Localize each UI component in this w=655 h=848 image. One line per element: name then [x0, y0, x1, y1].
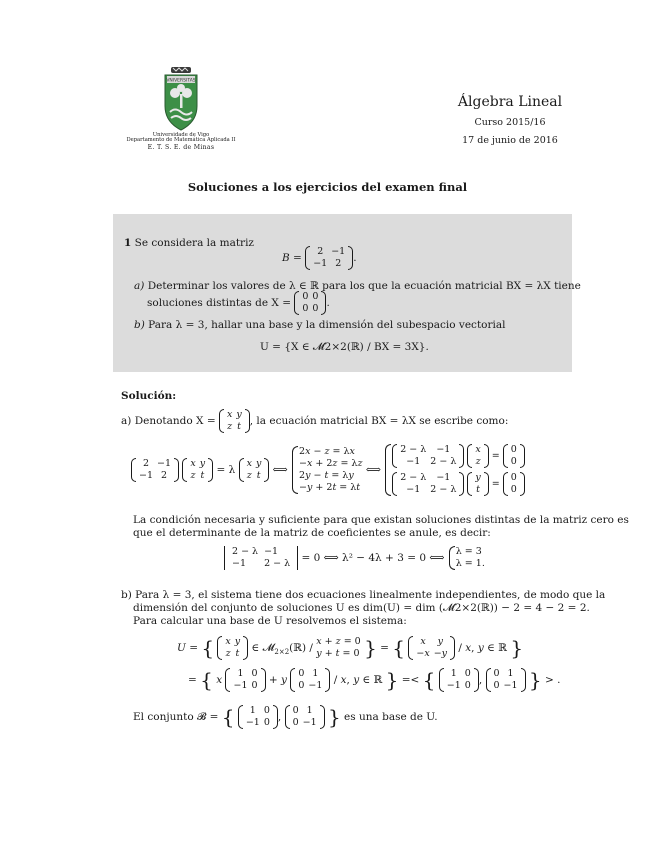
part-b-text: Para λ = 3, hallar una base y la dimensión del subespacio vectorial [148, 319, 506, 331]
determinant: 2 − λ −1 −1 2 − λ [224, 546, 298, 570]
char-eq-text: = 0 ⟺ λ² − 4λ + 3 = 0 ⟺ [301, 552, 445, 564]
problem-number: 1 [124, 237, 132, 249]
school-name: E. T. S. E. de Minas [147, 143, 215, 151]
condition-line-2: que el determinante de la matriz de coeficientes se anule, es decir: [133, 527, 491, 539]
characteristic-equation [224, 546, 485, 570]
part-b-statement [134, 319, 505, 331]
matrix-x-eq-left: x y z t [182, 458, 213, 482]
part-b-label: b) [134, 319, 145, 331]
subspace-solve-line-2: = { x 1 0 −1 0 + y 0 1 0 −1 / x, y ∈ ℝ } =< { 1 0 −1 0 , 0 1 0 −1 } > . [188, 668, 561, 692]
solution-a-intro [121, 409, 508, 433]
linear-system: 2x − z = λx −x + 2z = λz 2y − t = λy −y + 2t = λt [291, 446, 362, 494]
solution-b-line-2: dimensión del conjunto de soluciones U es dim(U) = dim (𝓜2×2(ℝ)) − 2 = 4 − 2 = 2. [133, 602, 590, 614]
problem-intro-text: Se considera la matriz [134, 237, 254, 249]
institution-block [110, 133, 252, 151]
root-2: λ = 1. [455, 558, 485, 569]
part-a-text: Determinar los valores de λ ∈ ℝ para los que la ecuación matricial BX = λX tiene [147, 280, 581, 292]
basis-suffix: es una base de U. [344, 711, 438, 723]
root-1: λ = 3 [455, 546, 482, 557]
course-title: Álgebra Lineal [457, 94, 563, 110]
university-logo [162, 66, 200, 132]
matrix-b: 2 −1 −1 2 [305, 246, 353, 270]
course-year: Curso 2015/16 [474, 117, 546, 128]
subspace-definition: U = {X ∈ 𝓜2×2(ℝ) / BX = 3X}. [260, 341, 429, 353]
basis-prefix: El conjunto 𝓑 = [133, 711, 219, 723]
part-a-label: a) [134, 280, 145, 292]
university-name: Universidade de Vigo [152, 132, 210, 138]
exam-date: 17 de junio de 2016 [462, 135, 558, 146]
solution-a-intro-2: , la ecuación matricial BX = λX se escribe como: [249, 415, 509, 427]
roots [448, 546, 485, 570]
zero-matrix: 0 0 0 0 [294, 291, 326, 315]
split-systems: 2 − λ −1 −1 2 − λ x z = 0 0 2 − λ −1 −1 2 − λ y t = 0 0 [384, 444, 525, 496]
solution-heading: Solución: [121, 390, 177, 402]
document-title: Soluciones a los ejercicios del examen final [187, 180, 468, 194]
matrix-b-definition: B = 2 −1 −1 2 . [282, 246, 357, 269]
part-a-statement-cont: soluciones distintas de X = 0 0 0 0 . [147, 291, 330, 314]
condition-line-1: La condición necesaria y suficiente para que existan soluciones distintas de la matriz cero es [133, 514, 629, 526]
department-name: Departamento de Matemática Aplicada II [126, 137, 236, 144]
svg-text:VNIVERSITAS: VNIVERSITAS [166, 78, 196, 84]
course-block [450, 94, 570, 146]
basis-statement: El conjunto 𝓑 = { 1 0 −1 0 , 0 1 0 −1 } es una base de U. [133, 705, 438, 729]
part-a-text2: soluciones distintas de X = [147, 297, 291, 309]
matrix-b-eq: 2 −1 −1 2 [131, 458, 179, 482]
solution-a-intro-1: a) Denotando X = [121, 415, 216, 427]
subspace-solve-line-1: U = { x y z t ∈ 𝓜$_{2\times 2}$(ℝ) / x + z = 0 y + t = 0 } = { x y −x −y / x, y ∈ ℝ } [177, 636, 524, 660]
matrix-equation-system: 2 −1 −1 2 x y z t = λ x y z t ⟺ 2x − z = λx −x + 2z = λz 2y − t = λy −y + 2t = λt ⟺ 2 − λ −1 −1 2 − λ x z = 0 0 2 − λ −1 −1 2 − λ y t = 0 0 [131, 444, 525, 496]
solution-b-line-3: Para calcular una base de U resolvemos el sistema: [133, 615, 407, 627]
matrix-x: x y z t [219, 409, 250, 433]
solution-b-line-1: b) Para λ = 3, el sistema tiene dos ecuaciones linealmente independientes, de modo que la [121, 589, 606, 601]
problem-intro [124, 237, 254, 249]
matrix-x-eq-right: x y z t [239, 458, 270, 482]
